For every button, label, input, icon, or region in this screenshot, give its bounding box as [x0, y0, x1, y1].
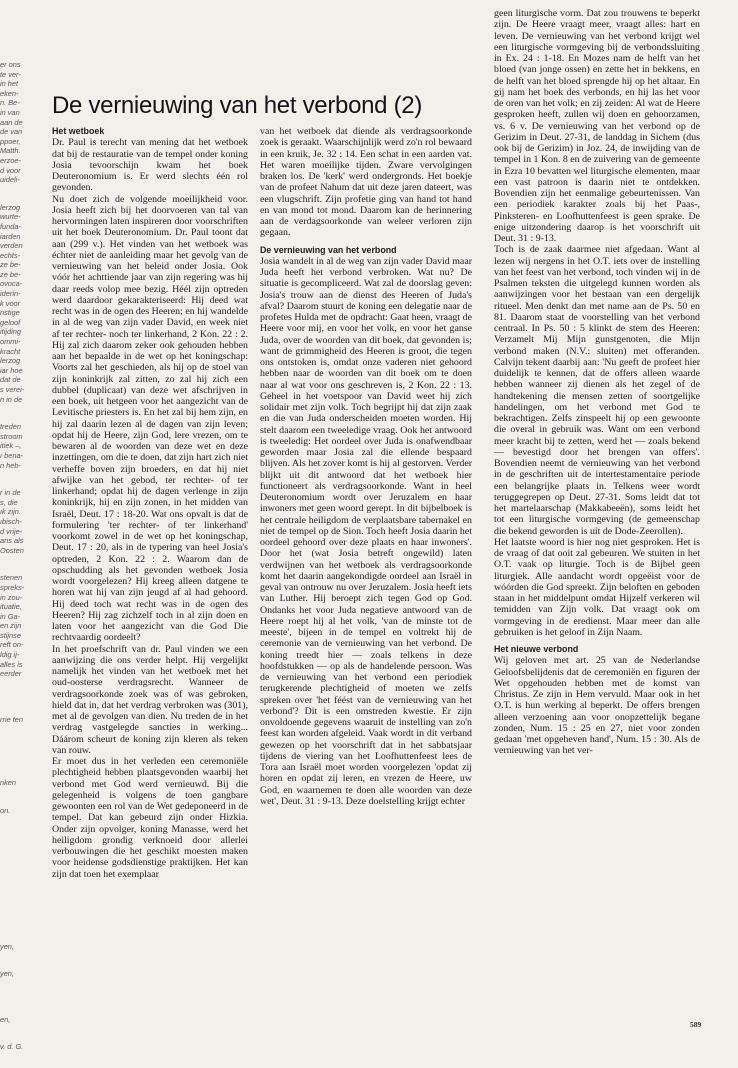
edge-fragment — [0, 997, 38, 1015]
edge-fragment: ovoca- — [0, 279, 23, 289]
edge-fragment: stenen — [0, 573, 23, 583]
edge-fragment: lerzog — [0, 356, 21, 366]
edge-fragment — [0, 906, 38, 924]
edge-fragment: en, — [0, 1014, 11, 1024]
text-column-3 — [494, 8, 700, 1008]
edge-fragment: on. — [0, 806, 11, 816]
edge-fragment: d vrije- — [0, 526, 23, 536]
edge-fragment: uideli- — [0, 175, 20, 185]
edge-fragment: aan de — [0, 117, 23, 127]
article-title: De vernieuwing van het verbond (2) — [52, 92, 423, 119]
edge-fragment: n heb- — [0, 460, 21, 470]
edge-fragment: Oosten — [0, 545, 24, 555]
edge-fragment: spreks- — [0, 582, 25, 592]
edge-fragment: verden — [0, 241, 23, 251]
edge-fragment: ans als — [0, 536, 24, 546]
edge-fragment: nstige — [0, 308, 20, 318]
edge-fragment: ldig ij- — [0, 650, 20, 660]
edge-fragment: iarden — [0, 231, 21, 241]
page-number: 589 — [690, 1020, 702, 1029]
edge-fragment: iar hoe — [0, 365, 23, 375]
edge-fragment: ppoer, — [0, 136, 21, 146]
edge-fragment: wurte- — [0, 212, 21, 222]
edge-fragment: te ver- — [0, 69, 21, 79]
edge-fragment: in het — [0, 79, 19, 89]
paragraph: Nu doet zich de volgende moeilijkheid voor. Josia heeft zich bij het doorvoeren van tal van hervormingen laten inspireren door voorschriften uit het boek Deuteronomium. Dr. Paul toont dat aan (299 v.). Het vinden van het wetboek was échter niet de aanleiding maar het gevolg van de vernieuwing van het beleid onder Josia. Ook vóór het achttiende jaar van zijn regering was hij daar reeds volop mee bezig. Héél zijn optreden werd daardoor gekarakteriseerd: Hij deed wat recht was in de ogen des Heeren; en hij wandelde in al de weg van zijn vader David, en week niet af ter rechter- noch ter linkerhand, 2 Kon. 22 : 2. Hij zal zich daarom zeker ook gehouden hebben aan het bepaalde in de wet op het koningschap: Voorts zal het geschieden, als hij op de stoel van zijn koninkrijk zal zitten, zo zal hij zich een dubbel (duplicaat) van deze wet afschrijven in een boek, uit hetgeen voor het aangezicht van de Levitische priesters is. En het zal bij hem zijn, en hij zal daarin lezen al de dagen van zijn leven; opdat hij de Heere, zijn God, lere vrezen, om te bewaren al de woorden van deze wet en deze inzettingen, om die te doen, dat zijn hart zich niet verheffe boven zijn broeders, en dat hij niet afwijke van het gebod, ter rechter- of ter linkerhand; opdat hij de dagen verlenge in zijn koninkrijk, hij en zijn zonen, in het midden van Israël, Deut. 17 : 18-20. Wat ons opvalt is dat de formulering 'ter rechter- of ter linkerhand' voorkomt zowel in de wet op het koningschap, Deut. 17 : 20, als in de typering van heel Josia's optreden, 2 Kon. 22 : 2. Waarom dan de opschudding als het gevonden wetboek Josia wordt voorgelezen? Hij kreeg alleen datgene te horen wat hij van zijn jeugd af al had gehoord. Hij deed toch wat recht was in de ogen des Heeren? Hij zag zichzelf toch in al zijn doen en laten voor het aangezicht van die God Die rechtvaardig oordeelt? — [52, 193, 248, 644]
paragraph: geen liturgische vorm. Dat zou trouwens te beperkt zijn. De Heere vraagt meer, vraagt alles: hart en leven. De vernieuwing van het verbond krijgt wel een liturgische vormgeving bij de verbondssluiting in Ex. 24 : 1-18. En Mozes nam de helft van het bloed (van jonge ossen) en zette het in bekkens, en de helft van het bloed sprengde hij op het altaar. En gij nam het boek des verbonds, en hij las het voor de oren van het volk; en zij zeiden: Al wat de Heere gesproken heeft, zullen wij doen en gehoorzamen, vs. 6 v. De vernieuwing van het verbond op de Gerizim in Deut. 27-31, de landdag in Sichem (dus ook bij de Gerizim) in Joz. 24, de inwijding van de tempel in 1 Kon. 8 en de zuivering van de gemeente in Ezra 10 bevatten wel liturgische elementen, maar een vast patroon is daarin niet te ontdekken. Bovendien zijn het eenmalige gebeurtenissen. Van een periodiek karakter zoals bij het Paas-, Pinksteren- en Loofhuttenfeest is geen sprake. De enige uitzondering daarop is het voorschrift uit Deut. 31 : 9-13. — [494, 8, 700, 244]
edge-fragment — [0, 697, 38, 715]
edge-fragment: in Ga- — [0, 611, 21, 621]
edge-fragment: reft on- — [0, 640, 24, 650]
edge-fragment: geloof — [0, 317, 21, 327]
edge-fragment — [0, 470, 38, 488]
edge-fragment: alles is — [0, 659, 23, 669]
edge-fragment: s verei- — [0, 385, 25, 394]
edge-fragment — [0, 951, 38, 969]
edge-fragment — [0, 834, 38, 852]
edge-fragment: lerzog — [0, 202, 21, 212]
edge-fragment: k voor — [0, 298, 21, 308]
edge-fragment: treden — [0, 422, 21, 432]
edge-fragment: ommi- — [0, 337, 21, 347]
edge-fragment: ze be- — [0, 269, 21, 279]
paragraph: Wij geloven met art. 25 van de Nederlandse Geloofsbelijdenis dat de ceremoniën en figuren der Wet opgehouden hebben met de komst van Christus. Ze zijn in Hem vervuld. Maar ook in het O.T. is hun werking al beperkt. De offers brengen alleen verzoening aan voor onopzettelijk begane zonden, Num. 15 : 25 en 27, niet voor zonden gedaan 'met opgeheven hand', Num. 15 : 30. Als de vernieuwing van het ver- — [494, 655, 700, 757]
edge-fragment: r in de — [0, 488, 21, 498]
edge-fragment: kracht — [0, 346, 21, 356]
edge-fragment — [0, 816, 38, 834]
adjacent-page-edge-text — [0, 60, 38, 1052]
edge-fragment: erzoe- — [0, 155, 21, 165]
edge-fragment: in van — [0, 107, 20, 117]
edge-fragment — [0, 924, 38, 942]
edge-fragment: eken- — [0, 88, 19, 98]
edge-fragment — [0, 679, 38, 697]
edge-fragment: nken — [0, 778, 17, 788]
edge-fragment: stijnse — [0, 630, 21, 640]
edge-fragment — [0, 788, 38, 806]
paragraph: Het laatste woord is hier nog niet gesproken. Het is de vraag of dat ooit zal gebeuren. We stuiten in het O.T. vaak op liturgie. Toch is de Bijbel geen liturgiek. Alle aandacht wordt opgeëist voor de wóórden die God spreekt. Zijn beloften en geboden staan in het middelpunt omdat Hijzelf verkeren wil temidden van Zijn volk. Dat vraagt ook om vormgeving in de eredienst. Maar meer dan alle gebruiken is het geloof in Zijn Naam. — [494, 536, 700, 638]
edge-fragment: Matth. — [0, 146, 21, 156]
edge-fragment — [0, 1024, 38, 1042]
edge-fragment: in zou- — [0, 592, 23, 602]
section-heading: Het nieuwe verbond — [494, 644, 579, 654]
edge-fragment — [0, 760, 38, 778]
section-heading: Het wetboek — [52, 126, 105, 136]
paragraph: Toch is de zaak daarmee niet afgedaan. Want al lezen wij nergens in het O.T. iets over de instelling van het feest van het verbond, toch vinden wij in de Psalmen teksten die uitgelegd kunnen worden als aanwijzingen voor het bestaan van een dergelijk ritueel. Men denkt dan met name aan de Ps. 50 en 81. Daarom staat de voorstelling van het verbond centraal. In Ps. 50 : 5 klinkt de stem des Heeren: Verzamelt Mij Mijn gunstgenoten, die Mijn verbond maken (N.V.: sluiten) met offeranden. Calvijn tekent daarbij aan: 'Nu geeft de profeet hier duidelijk te kennen, dat de offers alleen waarde hebben wanneer zij dienen als het zegel of de handtekening die mensen zetten of soortgelijke handelingen, om het verbond met God te bekrachtigen. Zelfs zinspeelt hij op een gewoonte die overal in gebruik was. Want om een verbond meer kracht bij te zetten, werd het — zoals bekend — bevestigd door het brengen van offers'. Bovendien neemt de vernieuwing van het verbond in de geschriften uit de intertestamentaire periode een belangrijke plaats in. Telkens weer wordt teruggegrepen op Deut. 27-31. Soms leidt dat tot het martelaarschap (Makkabeeën), soms leidt het tot een liturgische vormgeving (de gemeenschap die bekend geworden is uit de Dode-Zeerollen). — [494, 244, 700, 537]
edge-fragment: eerder — [0, 669, 22, 679]
paragraph: Dr. Paul is terecht van mening dat het wetboek dat bij de restauratie van de tempel onder koning Josia tevoorschijn kwam het boek Deuteronomium is. Er werd slechts één rol gevonden. — [52, 137, 248, 194]
edge-fragment — [0, 979, 38, 997]
edge-fragment — [0, 555, 38, 573]
edge-fragment — [0, 404, 38, 422]
edge-fragment: er ons — [0, 60, 21, 69]
edge-fragment: v. d. G. — [0, 1042, 24, 1052]
edge-fragment: ık zijn. — [0, 507, 21, 517]
edge-fragment: rrie ten — [0, 714, 24, 724]
edge-fragment: ı bena- — [0, 450, 24, 460]
paragraph: Er moet dus in het verleden een ceremoniële plechtigheid hebben plaatsgevonden waarbij het verbond met God werd vernieuwd. Bij die gelegenheid is volgens de toen gangbare gewoonten een rol van de Wet gedeponeerd in de tempel. Dat kan gebeurd zijn onder Hizkia. Onder zijn opvolger, koning Manasse, werd het heiligdom grondig verknoeid door allerlei verbouwingen die het geschikt moesten maken voor heidense godsdienstige praktijken. Het kan zijn dat toen het exemplaar — [52, 756, 248, 880]
section-heading: De vernieuwing van het verbond — [260, 244, 397, 255]
edge-fragment: en zijn — [0, 621, 22, 631]
edge-fragment: s, die — [0, 497, 18, 507]
edge-fragment — [0, 852, 38, 870]
text-column-2 — [260, 126, 472, 1050]
edge-fragment: n. Be- — [0, 98, 20, 108]
edge-fragment: yen, — [0, 969, 14, 979]
edge-fragment: stroom — [0, 431, 23, 441]
paragraph: In het proefschrift van dr. Paul vinden we een aanwijzing die ons verder helpt. Hij vergelijkt namelijk het vinden van het wetboek met het oud-oosterse verdragsrecht. Wanneer de verdragsoorkonde zoek was of was gebroken, hield dat in, dat het verdrag verbroken was (301), met al de gevolgen van dien. Nu treden de in het verdrag vastgelegde sancties in werking... Dáárom scheurt de koning zijn kleren als teken van rouw. — [52, 643, 248, 756]
edge-fragment: d voor — [0, 165, 21, 175]
edge-fragment: de van — [0, 127, 23, 137]
edge-fragment — [0, 185, 38, 203]
edge-fragment: ituatie, — [0, 602, 22, 612]
edge-fragment: n in de — [0, 394, 23, 404]
edge-fragment — [0, 888, 38, 906]
paragraph: van het wetboek dat diende als verdragsoorkonde zoek is geraakt. Waarschijnlijk werd zo'n rol bewaard in een kruik, Je. 32 : 14. Een schat in een aarden vat. Het waren moeilijke tijden. Zware vervolgingen braken los. De 'kerk' werd ondergronds. Het boekje van de profeet Nahum dat uit deze jaren dateert, was een vlugschrift. Zijn profetie ging van hand tot hand en van mond tot mond. Daarom kan de herinnering aan de verdagsoorkonde van weleer verloren zijn gegaan. — [260, 126, 472, 239]
paragraph: Josia wandelt in al de weg van zijn vader David maar Juda heeft het verbond verbroken. Wat nu? De situatie is gecompliceerd. Wat zal de doorslag geven: Josia's trouw aan de dienst des Heeren of Juda's afval? Daarom stuurt de koning een delegatie naar de profetes Hulda met de opdracht: Gaat heen, vraagt de Heere voor mij, en voor het volk, en voor het ganse Juda, over de woorden van dit boek, dat gevonden is; want de grimmigheid des Heeren is groot, die tegen ons ontstoken is, omdat onze vaderen niet gehoord hebben naar de woorden van dit boek om te doen naar al wat voor ons geschreven is, 2 Kon. 22 : 13. Geheel in het voetspoor van David weet hij zich solidair met zijn volk. Toch begrijpt hij dat zijn zaak en die van Juda onderscheiden moeten worden. Hij stelt daarom een tweeledige vraag. Ook het antwoord is tweeledig: Het oordeel over Juda is onafwendbaar geworden maar Josia zal die ellende bespaard blijven. Als het zover komt is hij al gestorven. Verder blijkt uit dit antwoord dat het wetboek hier functioneert als verdragsoorkonde. Want in heel Deuteronomium wordt over Jeruzalem en haar inwoners met geen woord gerept. In dit bijbelboek is het centrale heiligdom de verplaatsbare tabernakel en niet de tempel op de Sion. Toch heeft Josia daarin het oordeel gehoord over deze plaats en haar inwoners'. Door het (wat Josia betreft ongewild) laten verdwijnen van het wetboek als verdragsoorkonde komt het daarin aangekondigde oordeel aan Israël in geval van ontrouw nu over Jeruzalem. Josia heeft iets van Luther. Hij beroept zich tegen God op God. Ondanks het voor Juda negatieve antwoord van de Heere roept hij al het volk, 'van de minste tot de meeste', bijeen in de tempel en voltrekt hij de ceremonie van de vernieuwing van het verbond. De koning treedt hier — zoals telkens in deze hoofdstukken — op als de handelende persoon. Was de vernieuwing van het verbond een periodiek terugkerende plechtigheid of moeten we zelfs spreken over 'het féést van de vernieuwing van het verbond'? Dit is een omstreden kwestie. Er zijn onvoldoende gegevens waaruit de instelling van zo'n feest kan worden afgeleid. Vaak wordt in dit verband gewezen op het voorschrift dat in het sabbatsjaar tijdens de viering van het Loofhuttenfeest lees de Tora aan Israël moet worden voorgelezen 'opdat zij horen en opdat zij leren, en vrezen de Heere, uw God, en waarnemen te doen alle woorden van deze wet', Deut. 31 : 9-13. Deze doelstelling krijgt echter — [260, 255, 472, 807]
edge-fragment: ıbisch- — [0, 516, 22, 526]
edge-fragment: iderin- — [0, 289, 21, 299]
text-column-1 — [52, 126, 248, 1050]
edge-fragment: echts- — [0, 250, 21, 260]
edge-fragment: yen, — [0, 941, 14, 951]
edge-fragment — [0, 742, 38, 760]
edge-fragment — [0, 724, 38, 742]
edge-fragment: funda- — [0, 221, 21, 231]
edge-fragment: dat de — [0, 375, 21, 385]
edge-fragment — [0, 870, 38, 888]
edge-fragment: ze be- — [0, 260, 21, 270]
edge-fragment: itiek –, — [0, 441, 22, 451]
edge-fragment: itijding — [0, 327, 21, 337]
